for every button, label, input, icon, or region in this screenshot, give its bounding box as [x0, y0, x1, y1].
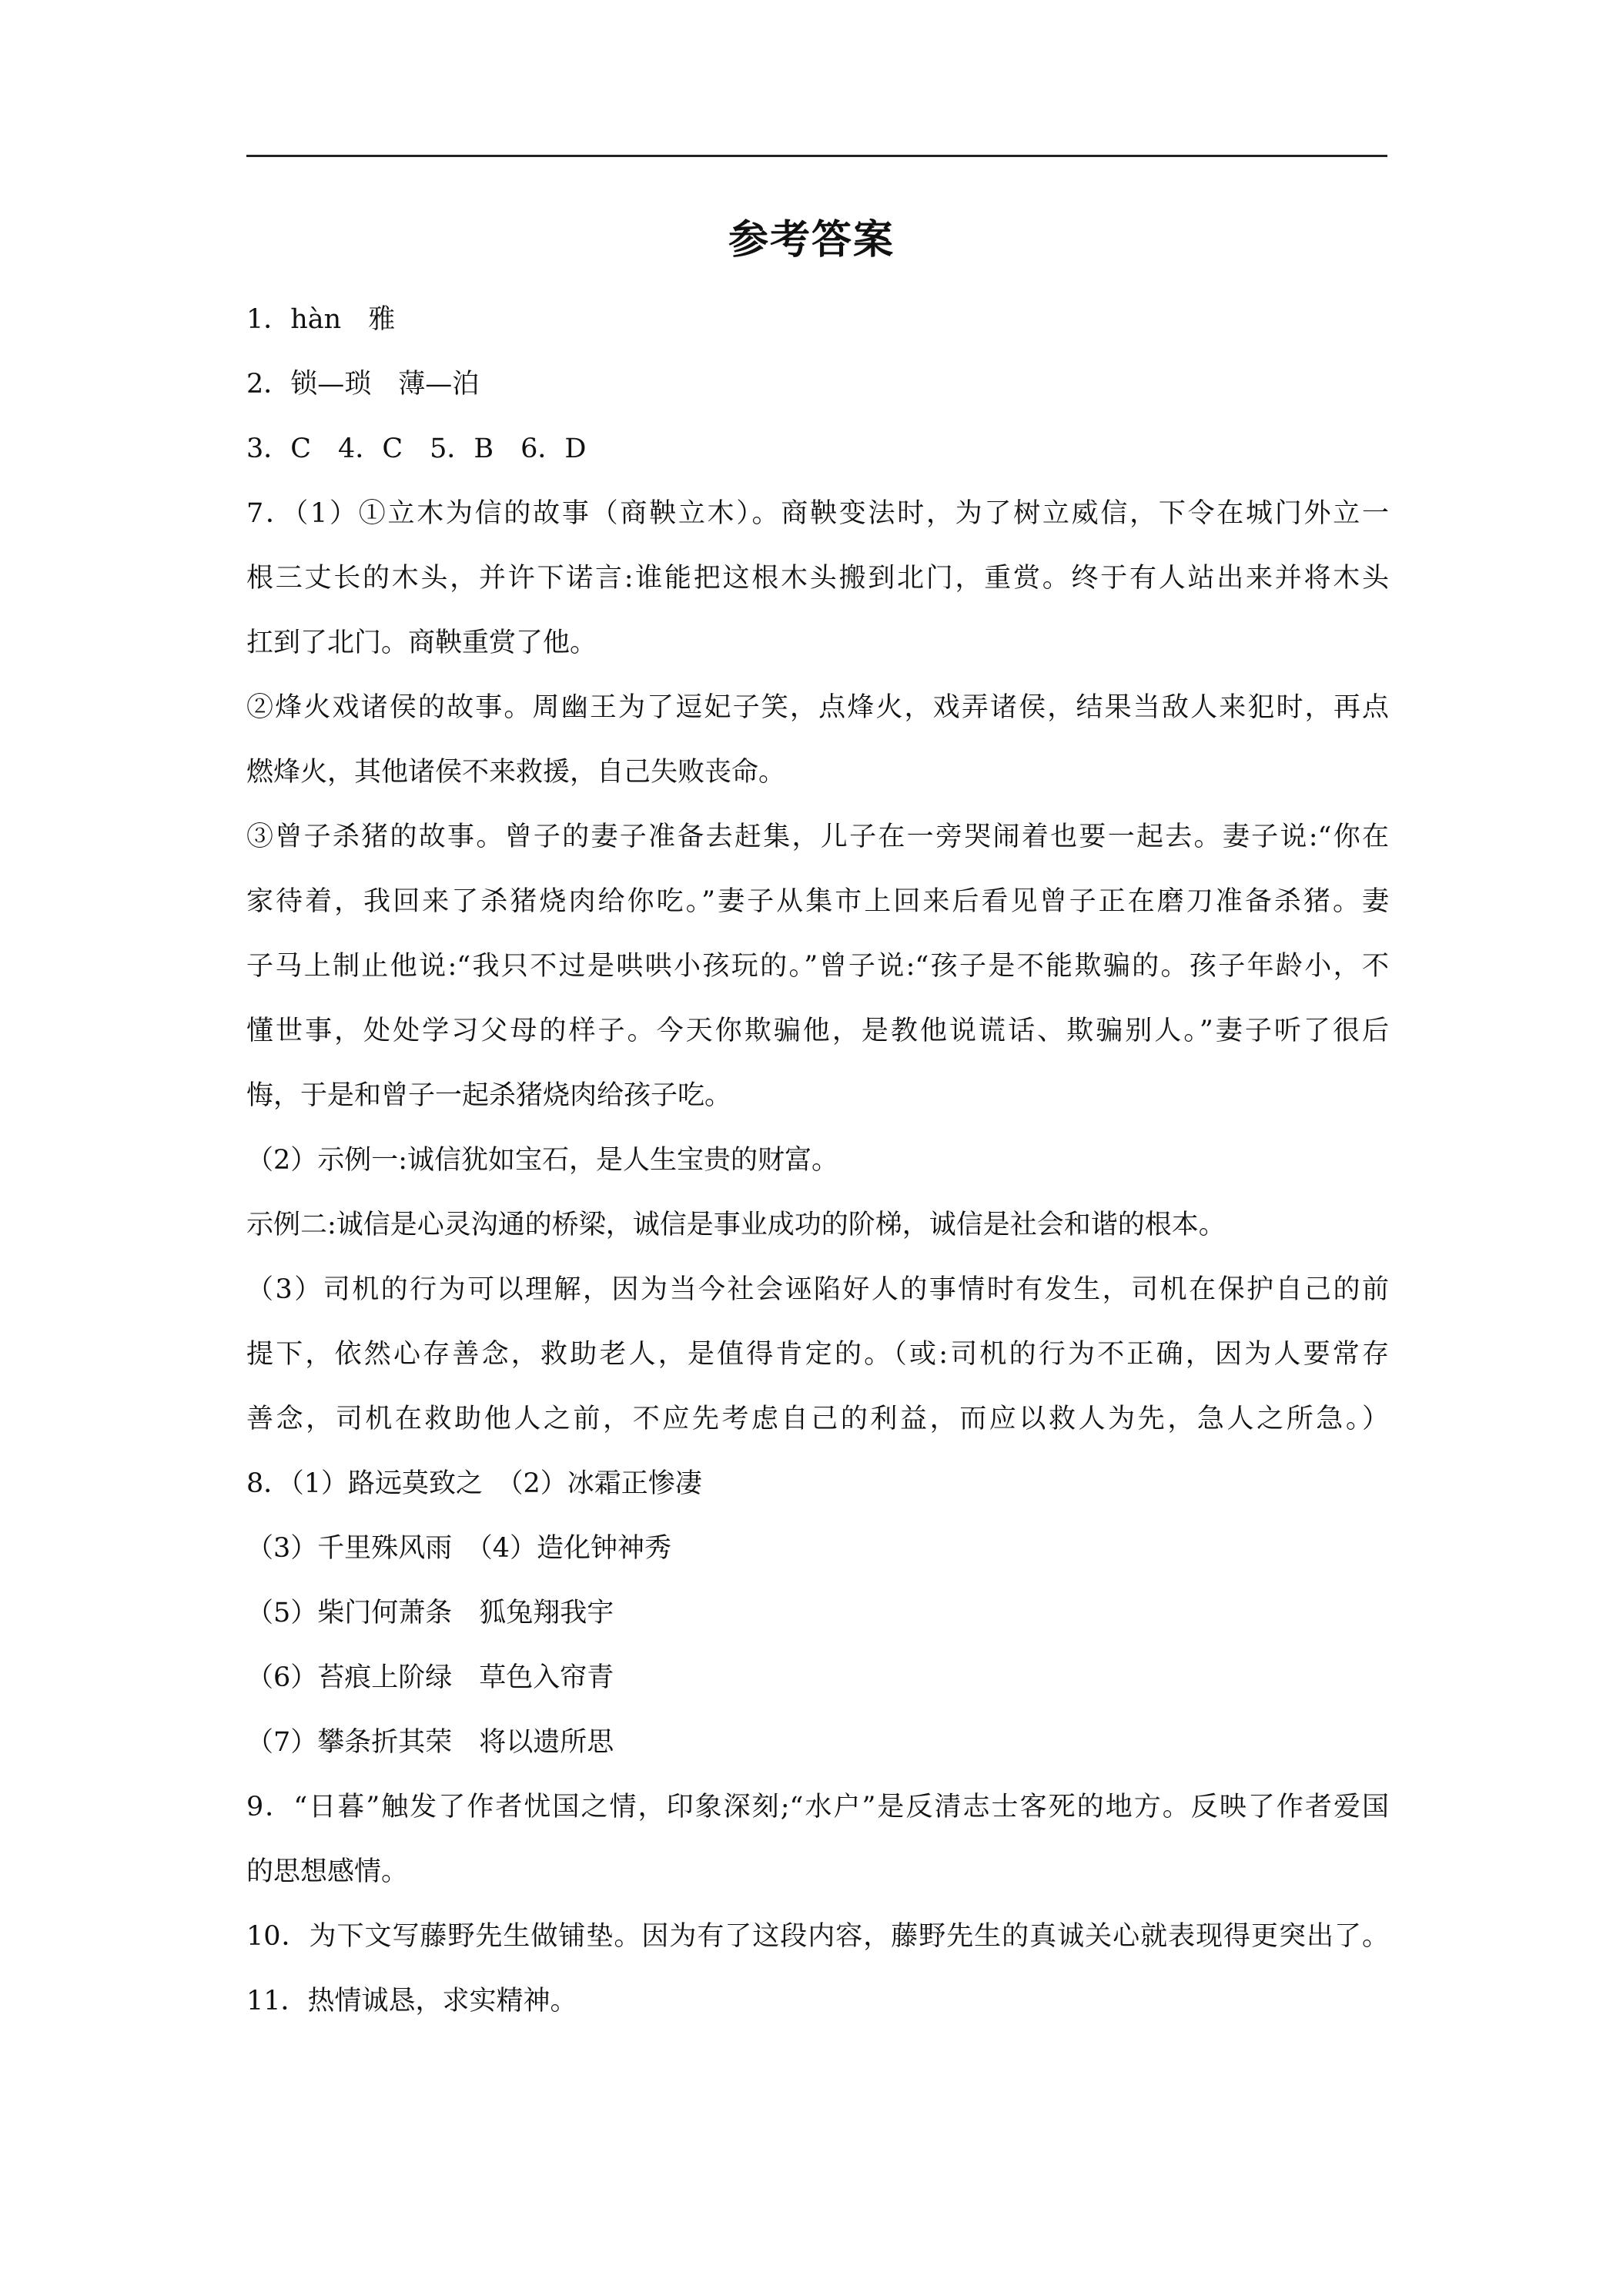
answer-line: 懂世事，处处学习父母的样子。今天你欺骗他，是教他说谎话、欺骗别人。”妻子听了很后 [246, 1016, 1389, 1046]
answer-line: 7．（1）①立木为信的故事（商鞅立木）。商鞅变法时，为了树立威信，下令在城门外立一 [246, 498, 1389, 529]
answer-line: 10．为下文写藤野先生做铺垫。因为有了这段内容，藤野先生的真诚关心就表现得更突出了。 [246, 1921, 1389, 1952]
answer-line: 的思想感情。 [246, 1856, 409, 1887]
answer-line: 根三丈长的木头，并许下诺言:谁能把这根木头搬到北门，重赏。终于有人站出来并将木头 [246, 563, 1389, 594]
answer-line: 11．热情诚恳，求实精神。 [246, 1986, 577, 2017]
answer-line: 悔，于是和曾子一起杀猪烧肉给孩子吃。 [246, 1080, 732, 1111]
answer-line: 扛到了北门。商鞅重赏了他。 [246, 628, 597, 658]
answer-line: 家待着，我回来了杀猪烧肉给你吃。”妻子从集市上回来后看见曾子正在磨刀准备杀猪。妻 [246, 886, 1389, 917]
answer-line: 2．锁—琐 薄—泊 [246, 369, 480, 400]
answer-content [246, 287, 1389, 2033]
answer-line: （3）千里殊风雨 （4）造化钟神秀 [246, 1533, 672, 1564]
answer-line: 善念，司机在救助他人之前，不应先考虑自己的利益，而应以救人为先，急人之所急。） [246, 1404, 1389, 1434]
answer-line: 示例二:诚信是心灵沟通的桥梁，诚信是事业成功的阶梯，诚信是社会和谐的根本。 [246, 1210, 1226, 1240]
answer-line: 3．C 4．C 5．B 6．D [246, 433, 587, 464]
page-title: 参考答案 [728, 217, 895, 263]
answer-line: 提下，依然心存善念，救助老人，是值得肯定的。（或:司机的行为不正确，因为人要常存 [246, 1339, 1389, 1370]
answer-line: ③曾子杀猪的故事。曾子的妻子准备去赶集，儿子在一旁哭闹着也要一起去。妻子说:“你在 [246, 822, 1389, 852]
answer-line: （3）司机的行为可以理解，因为当今社会诬陷好人的事情时有发生，司机在保护自己的前 [246, 1274, 1389, 1305]
answer-line: ②烽火戏诸侯的故事。周幽王为了逗妃子笑，点烽火，戏弄诸侯，结果当敌人来犯时，再点 [246, 692, 1389, 723]
answer-line: 9．“日暮”触发了作者忧国之情，印象深刻;“水户”是反清志士客死的地方。反映了作者爱国 [246, 1792, 1389, 1822]
answer-line: （7）攀条折其荣 将以遗所思 [246, 1727, 614, 1758]
answer-line: 8．（1）路远莫致之 （2）冰霜正惨凄 [246, 1468, 702, 1499]
answer-line: 子马上制止他说:“我只不过是哄哄小孩玩的。”曾子说:“孩子是不能欺骗的。孩子年龄小，不 [246, 951, 1389, 982]
answer-line: 燃烽火，其他诸侯不来救援，自己失败丧命。 [246, 757, 786, 788]
answer-line: （6）苔痕上阶绿 草色入帘青 [246, 1662, 614, 1693]
header-rule [246, 155, 1387, 157]
answer-line: （5）柴门何萧条 狐兔翔我宇 [246, 1598, 614, 1628]
answer-line: （2）示例一:诚信犹如宝石，是人生宝贵的财富。 [246, 1145, 839, 1176]
answer-line: 1．hàn 雅 [246, 304, 396, 335]
